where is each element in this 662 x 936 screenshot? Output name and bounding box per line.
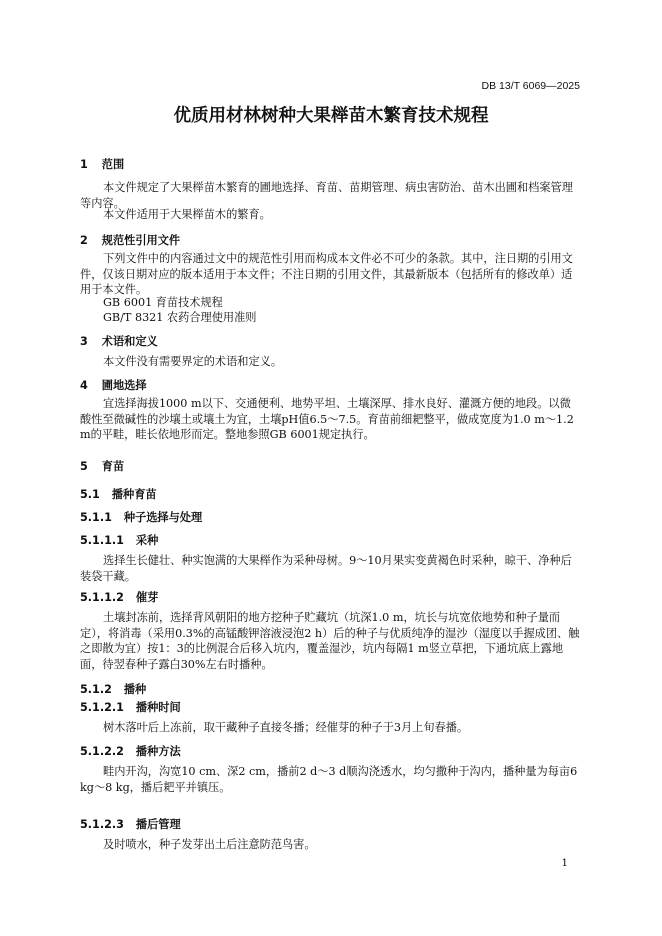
heading-number: 5.1.2 xyxy=(80,683,112,696)
paragraph: 宜选择海拔1000 m以下、交通便利、地势平坦、土壤深厚、排水良好、灌溉方便的地段。以微酸性至微碱性的沙壤土或壤土为宜，土壤pH值6.5～7.5。育苗前细耙整平，做成宽度为1.0 m～1.2 m的平畦，畦长依地形而定。整地参照GB 6001规定执行。 xyxy=(80,397,574,441)
heading-text: 圃地选择 xyxy=(101,379,147,392)
heading-5-1-2 xyxy=(80,681,146,697)
heading-number: 5.1.2.2 xyxy=(80,745,124,758)
heading-5-1-2-2 xyxy=(80,743,181,759)
heading-5 xyxy=(80,458,124,474)
heading-number: 2 xyxy=(80,234,88,247)
paragraph: 及时喷水，种子发芽出土后注意防范鸟害。 xyxy=(103,838,316,851)
paragraph: 树木落叶后上冻前，取干藏种子直接冬播；经催芽的种子于3月上旬春播。 xyxy=(103,721,469,734)
heading-number: 5 xyxy=(80,460,88,473)
heading-text: 规范性引用文件 xyxy=(101,234,181,247)
paragraph: 本文件规定了大果榉苗木繁育的圃地选择、育苗、苗期管理、病虫害防治、苗木出圃和档案管理等内容。 xyxy=(80,181,573,210)
heading-3 xyxy=(80,333,158,349)
heading-number: 5.1 xyxy=(80,488,100,501)
paragraph: 土壤封冻前，选择背风朝阳的地方挖种子贮藏坑（坑深1.0 m，坑长与坑宽依地势和种子量而定），将消毒（采用0.3%的高锰酸钾溶液浸泡2 h）后的种子与优质纯净的湿沙（湿度以手握成团、触之即散为宜）按1：3的比例混合后移入坑内，覆盖湿沙，坑内每隔1 m竖立草把，下通坑底上露地面，待翌春种子露白30%左右时播种。 xyxy=(80,611,580,671)
heading-number: 3 xyxy=(80,335,88,348)
heading-text: 播种 xyxy=(123,683,147,696)
document-title: 优质用材林树种大果榉苗木繁育技术规程 xyxy=(173,106,489,126)
heading-text: 种子选择与处理 xyxy=(123,511,203,524)
heading-4 xyxy=(80,377,147,393)
heading-text: 播种育苗 xyxy=(111,488,157,501)
paragraph: 畦内开沟，沟宽10 cm、深2 cm，播前2 d～3 d顺沟浇透水，均匀撒种于沟内，播种量为每亩6 kg～8 kg，播后耙平并镇压。 xyxy=(80,765,578,794)
heading-number: 5.1.2.1 xyxy=(80,701,124,714)
standard-code: DB 13/T 6069—2025 xyxy=(481,80,580,92)
heading-5-1-1 xyxy=(80,509,202,525)
page-number: 1 xyxy=(561,857,568,869)
paragraph: 下列文件中的内容通过文中的规范性引用而构成本文件必不可少的条款。其中，注日期的引用文件，仅该日期对应的版本适用于本文件；不注日期的引用文件，其最新版本（包括所有的修改单）适用于本文件。 xyxy=(80,252,573,296)
heading-5-1-1-2 xyxy=(80,589,158,605)
heading-text: 范围 xyxy=(101,158,125,171)
heading-text: 催芽 xyxy=(135,591,159,604)
paragraph: 本文件适用于大果榉苗木的繁育。 xyxy=(103,208,271,221)
paragraph: 选择生长健壮、种实饱满的大果榉作为采种母树。9～10月果实变黄褐色时采种，晾干、净种后装袋干藏。 xyxy=(80,554,572,583)
paragraph: 本文件没有需要界定的术语和定义。 xyxy=(103,355,283,368)
heading-number: 1 xyxy=(80,158,88,171)
heading-5-1 xyxy=(80,486,157,502)
heading-number: 4 xyxy=(80,379,88,392)
heading-number: 5.1.2.3 xyxy=(80,818,124,831)
heading-text: 术语和定义 xyxy=(101,335,158,348)
heading-text: 育苗 xyxy=(101,460,125,473)
heading-text: 播后管理 xyxy=(135,818,181,831)
heading-5-1-2-1 xyxy=(80,699,181,715)
heading-5-1-2-3 xyxy=(80,816,181,832)
reference-item: GB 6001 育苗技术规程 xyxy=(103,296,223,309)
heading-1 xyxy=(80,156,124,172)
heading-text: 采种 xyxy=(135,534,159,547)
heading-2 xyxy=(80,232,180,248)
heading-5-1-1-1 xyxy=(80,532,158,548)
heading-text: 播种方法 xyxy=(135,745,181,758)
heading-number: 5.1.1 xyxy=(80,511,112,524)
heading-number: 5.1.1.2 xyxy=(80,591,124,604)
heading-text: 播种时间 xyxy=(135,701,181,714)
heading-number: 5.1.1.1 xyxy=(80,534,124,547)
reference-item: GB/T 8321 农药合理使用准则 xyxy=(103,311,257,324)
